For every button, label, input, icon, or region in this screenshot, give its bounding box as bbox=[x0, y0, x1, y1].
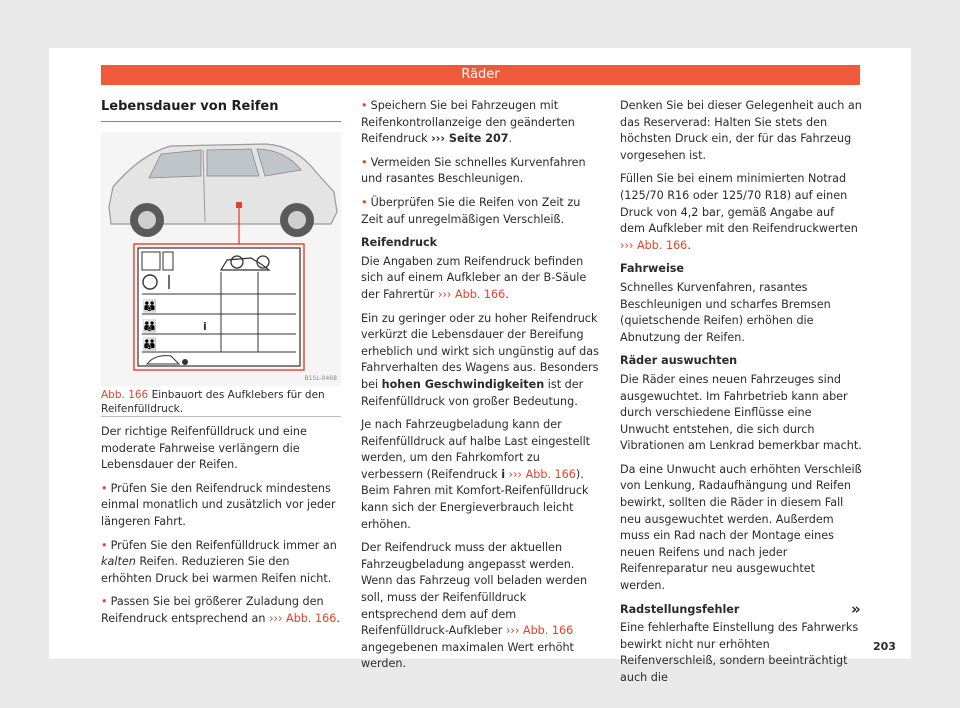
list-item: • Überprüfen Sie die Reifen von Zeit zu Zeit auf unregelmäßigen Verschleiß. bbox=[361, 195, 581, 226]
list-item: • Passen Sie bei größerer Zuladung den Reifendruck entsprechend an ››› Abb. 166. bbox=[101, 595, 340, 625]
paragraph: Je nach Fahrzeugbeladung kann der Reifenfülldruck auf halbe Last eingestellt werden, um den Fahrkomfort zu verbessern (Reifendruck i ››› Abb. 166). Beim Fahren mit Komfort-Reifenfülldruck kann sich der Energieverbrauch leicht erhöhen. bbox=[361, 418, 591, 531]
cross-reference-link[interactable]: ››› Seite 207 bbox=[431, 132, 509, 146]
paragraph: Die Räder eines neuen Fahrzeuges sind ausgewuchtet. Im Fahrbetrieb kann aber durch verschiedene Einflüsse eine Unwucht entstehen, die sich durch Vibrationen am Lenkrad bemerkbar macht. bbox=[620, 372, 862, 453]
sticker-location-marker bbox=[236, 202, 242, 208]
list-item: • Prüfen Sie den Reifendruck mindestens einmal monatlich und zusätzlich vor jeder längeren Fahrt. bbox=[101, 481, 336, 528]
figure-caption-text: Einbauort des Aufklebers für den Reifenfülldruck. bbox=[101, 389, 325, 415]
caption-divider bbox=[101, 416, 341, 417]
list-item: • Vermeiden Sie schnelles Kurvenfahren und rasantes Beschleunigen. bbox=[361, 155, 586, 186]
paragraph: Da eine Unwucht auch erhöhten Verschleiß von Lenkung, Radaufhängung und Reifen bewirkt, sollten die Räder in diesem Fall neu ausgewuchtet werden. Außerdem muss ein Rad nach der Montage eines neuen Reifens und nach jeder Reifenreparatur neu ausgewuchtet werden. bbox=[620, 462, 862, 593]
passengers-4-icon: 👪 bbox=[142, 337, 157, 351]
figure-caption bbox=[101, 388, 341, 416]
page-number: 203 bbox=[873, 640, 896, 653]
figure-code: B1SL-0468 bbox=[304, 375, 337, 382]
passengers-2-luggage-icon: 👪 bbox=[142, 319, 157, 333]
car-middle-window bbox=[207, 149, 259, 176]
paragraph: Denken Sie bei dieser Gelegenheit auch an das Reserverad: Halten Sie stets den höchsten Druck ein, der für das Fahrzeug vorgesehen ist. bbox=[620, 99, 862, 162]
chapter-header: Räder bbox=[101, 65, 860, 85]
subheading-fahrweise: Fahrweise bbox=[620, 262, 685, 276]
subheading-radstellungsfehler: Radstellungsfehler bbox=[620, 602, 740, 616]
paragraph: Schnelles Kurvenfahren, rasantes Beschleunigen und scharfes Bremsen (quietschende Reifen) erhöhen die Abnutzung der Reifen. bbox=[620, 280, 831, 344]
column-middle bbox=[361, 98, 603, 680]
column-left bbox=[101, 424, 341, 635]
subheading-reifendruck: Reifendruck bbox=[361, 236, 438, 250]
paragraph: Der Reifendruck muss der aktuellen Fahrzeugbeladung angepasst werden. Wenn das Fahrzeug voll beladen werden soll, muss der Reifenfülldruck entsprechend dem auf dem Reifenfülldruck-Aufkleber ››› Abb. 166 angegebenen maximalen Wert erhöht werden. bbox=[361, 541, 588, 671]
subheading-raeder-auswuchten: Räder auswuchten bbox=[620, 354, 738, 368]
paragraph: Ein zu geringer oder zu hoher Reifendruck verkürzt die Lebensdauer der Bereifung erheblich und wirkt sich ungünstig auf das Fahrverhalten des Wagens aus. Besonders bei hohen Geschwindigkeiten ist der Reifenfülldruck von großer Bedeutung. bbox=[361, 311, 599, 408]
info-icon: i bbox=[203, 320, 207, 333]
cross-reference-link[interactable]: ››› Abb. 166 bbox=[620, 238, 688, 252]
column-right bbox=[620, 98, 862, 694]
paragraph: Füllen Sie bei einem minimierten Notrad (125/70 R16 oder 125/70 R18) auf einen Druck von 4,2 bar, gemäß Angabe auf dem Aufkleber mit den Reifendruckwerten ››› Abb. 166. bbox=[620, 172, 858, 252]
cross-reference-link[interactable]: ››› Abb. 166 bbox=[505, 624, 574, 638]
figure-label: Abb. 166 bbox=[101, 389, 149, 401]
list-item: • Speichern Sie bei Fahrzeugen mit Reifenkontrollanzeige den geänderten Reifendruck ››› Seite 207. bbox=[361, 99, 575, 146]
cross-reference-link[interactable]: ››› Abb. 166 bbox=[269, 611, 337, 625]
title-divider bbox=[101, 121, 341, 122]
list-item: • Prüfen Sie den Reifenfülldruck immer an kalten Reifen. Reduzieren Sie den erhöhten Druck bei warmen Reifen nicht. bbox=[101, 538, 337, 585]
car-sticker-illustration bbox=[101, 132, 341, 386]
cross-reference-link[interactable]: ››› Abb. 166 bbox=[508, 467, 576, 481]
intro-paragraph: Der richtige Reifenfülldruck und eine moderate Fahrweise verlängern die Lebensdauer der Reifen. bbox=[101, 425, 307, 472]
paragraph: Die Angaben zum Reifendruck befinden sich auf einem Aufkleber an der B-Säule der Fahrertür ››› Abb. 166. bbox=[361, 254, 587, 301]
sticker-panel bbox=[138, 248, 300, 366]
passengers-2-icon: 👪 bbox=[142, 299, 157, 313]
cross-reference-link[interactable]: ››› Abb. 166 bbox=[437, 287, 506, 301]
continue-arrow-icon: » bbox=[851, 600, 861, 618]
figure-tire-pressure-sticker bbox=[101, 132, 341, 386]
info-icon: i bbox=[501, 467, 506, 481]
section-title: Lebensdauer von Reifen bbox=[101, 99, 279, 114]
paragraph: Eine fehlerhafte Einstellung des Fahrwerks bewirkt nicht nur erhöhten Reifenverschleiß, sondern beeinträchtigt auch die bbox=[620, 621, 859, 684]
